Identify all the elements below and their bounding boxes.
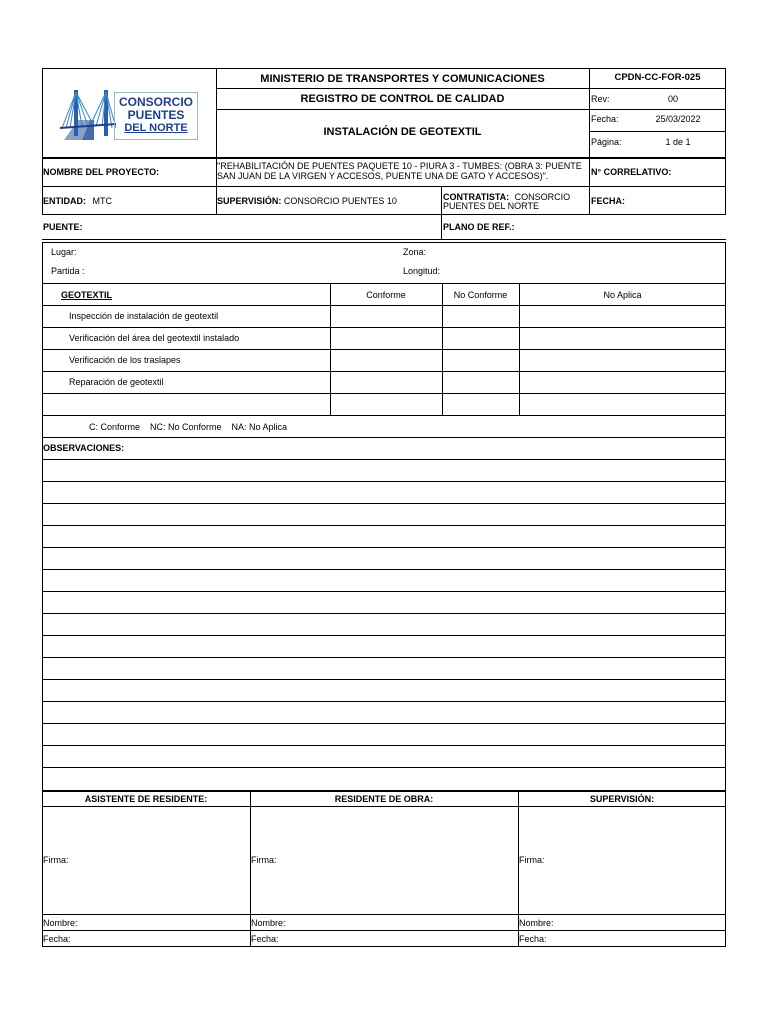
checklist-col-2	[442, 283, 443, 415]
date-label: Fecha:	[591, 114, 619, 124]
checklist-item-4: Reparación de geotextil	[69, 377, 164, 387]
obs-top	[42, 437, 726, 438]
sig-supervision-title: SUPERVISIÓN:	[589, 794, 655, 804]
correlativo-label: N° CORRELATIVO:	[591, 167, 672, 177]
lugar-label: Lugar:	[51, 247, 77, 257]
logo-line-2: PUENTES	[127, 108, 185, 122]
obs-line-1	[42, 459, 726, 460]
project-line-1	[42, 186, 726, 187]
checklist-top	[42, 283, 726, 284]
obs-line-5	[42, 547, 726, 548]
puente-div	[441, 215, 442, 239]
supervision-value: CONSORCIO PUENTES 10	[283, 196, 397, 206]
obs-line-13	[42, 723, 726, 724]
sig-residente-firma: Firma:	[251, 855, 277, 865]
company-logo	[60, 88, 200, 142]
bridge-icon	[60, 88, 116, 142]
obs-line-12	[42, 701, 726, 702]
col-no-conforme: No Conforme	[453, 290, 508, 300]
contratista-label: CONTRATISTA:	[443, 192, 510, 202]
obs-line-15	[42, 767, 726, 768]
project-div-2	[589, 158, 590, 215]
sig-asistente-title: ASISTENTE DE RESIDENTE:	[84, 794, 208, 804]
obs-line-14	[42, 745, 726, 746]
rev-label: Rev:	[591, 94, 610, 104]
sig-residente-fecha: Fecha:	[251, 934, 279, 944]
obs-line-3	[42, 503, 726, 504]
checklist-row-5	[42, 393, 726, 394]
contratista-value-2: PUENTES DEL NORTE	[443, 201, 540, 211]
sig-name-line	[42, 914, 726, 915]
sig-supervision-fecha: Fecha:	[519, 934, 547, 944]
plano-label: PLANO DE REF.:	[443, 222, 515, 232]
checklist-legend: C: Conforme NC: No Conforme NA: No Aplica	[89, 422, 288, 432]
col-conforme: Conforme	[366, 290, 406, 300]
header-line-1	[216, 88, 726, 89]
checklist-row-6	[42, 415, 726, 416]
checklist-item-3: Verificación de los traslapes	[69, 355, 181, 365]
header-line-3	[589, 131, 726, 132]
sig-asistente-firma: Firma:	[43, 855, 69, 865]
main-frame	[42, 242, 726, 792]
obs-line-2	[42, 481, 726, 482]
sig-residente-title: RESIDENTE DE OBRA:	[334, 794, 434, 804]
sig-residente-nombre: Nombre:	[251, 918, 286, 928]
sig-asistente-nombre: Nombre:	[43, 918, 78, 928]
project-name-line-1: "REHABILITACIÓN DE PUENTES PAQUETE 10 - PIURA 3 - TUMBES: (OBRA 3: PUENTE	[217, 161, 582, 171]
sig-asistente-fecha: Fecha:	[43, 934, 71, 944]
supervision-label: SUPERVISIÓN:	[217, 196, 282, 206]
obs-line-10	[42, 657, 726, 658]
observations-label: OBSERVACIONES:	[43, 443, 125, 453]
page-value: 1 de 1	[665, 137, 691, 147]
longitud-label: Longitud:	[403, 266, 441, 276]
signature-block	[42, 790, 726, 947]
form-title: INSTALACIÓN DE GEOTEXTIL	[323, 126, 482, 138]
header-line-2	[216, 109, 726, 110]
obs-line-4	[42, 525, 726, 526]
project-div-3	[441, 186, 442, 215]
entidad-field	[43, 196, 112, 206]
checklist-row-4	[42, 371, 726, 372]
contratista-value-1: CONSORCIO	[514, 192, 571, 202]
project-name-label: NOMBRE DEL PROYECTO:	[43, 167, 160, 177]
entidad-value: MTC	[92, 196, 113, 206]
checklist-col-3	[519, 283, 520, 415]
col-no-aplica: No Aplica	[603, 290, 642, 300]
checklist-row-2	[42, 327, 726, 328]
logo-line-3: DEL NORTE	[124, 122, 188, 134]
checklist-item-1: Inspección de instalación de geotextil	[69, 311, 219, 321]
obs-line-9	[42, 635, 726, 636]
registry-title: REGISTRO DE CONTROL DE CALIDAD	[300, 93, 505, 105]
puente-label: PUENTE:	[43, 222, 83, 232]
project-name-line-2: SAN JUAN DE LA VIRGEN Y ACCESOS, PUENTE UNA DE GATO Y ACCESOS)".	[217, 171, 549, 181]
entidad-label: ENTIDAD:	[43, 196, 86, 206]
zona-label: Zona:	[403, 247, 427, 257]
fecha-label: FECHA:	[591, 196, 625, 206]
puente-bottom-line	[42, 239, 726, 240]
obs-line-6	[42, 569, 726, 570]
obs-line-7	[42, 591, 726, 592]
checklist-row-1	[42, 305, 726, 306]
logo-line-1: CONSORCIO	[118, 95, 193, 109]
form-code: CPDN-CC-FOR-025	[614, 72, 701, 83]
obs-line-8	[42, 613, 726, 614]
page-label: Página:	[591, 137, 622, 147]
sig-date-line	[42, 930, 726, 931]
date-value: 25/03/2022	[655, 114, 701, 124]
checklist-item-2: Verificación del área del geotextil instalado	[69, 333, 240, 343]
partida-label: Partida :	[51, 266, 85, 276]
supervision-field	[217, 196, 397, 206]
rev-value: 00	[667, 94, 678, 104]
logo-text-box	[114, 92, 198, 140]
sig-header-line	[42, 806, 726, 807]
sig-supervision-firma: Firma:	[519, 855, 545, 865]
sig-supervision-nombre: Nombre:	[519, 918, 554, 928]
checklist-col-1	[330, 283, 331, 415]
checklist-section-title: GEOTEXTIL	[61, 290, 113, 300]
checklist-row-3	[42, 349, 726, 350]
obs-line-11	[42, 679, 726, 680]
ministry-title: MINISTERIO DE TRANSPORTES Y COMUNICACIONES	[260, 73, 545, 85]
